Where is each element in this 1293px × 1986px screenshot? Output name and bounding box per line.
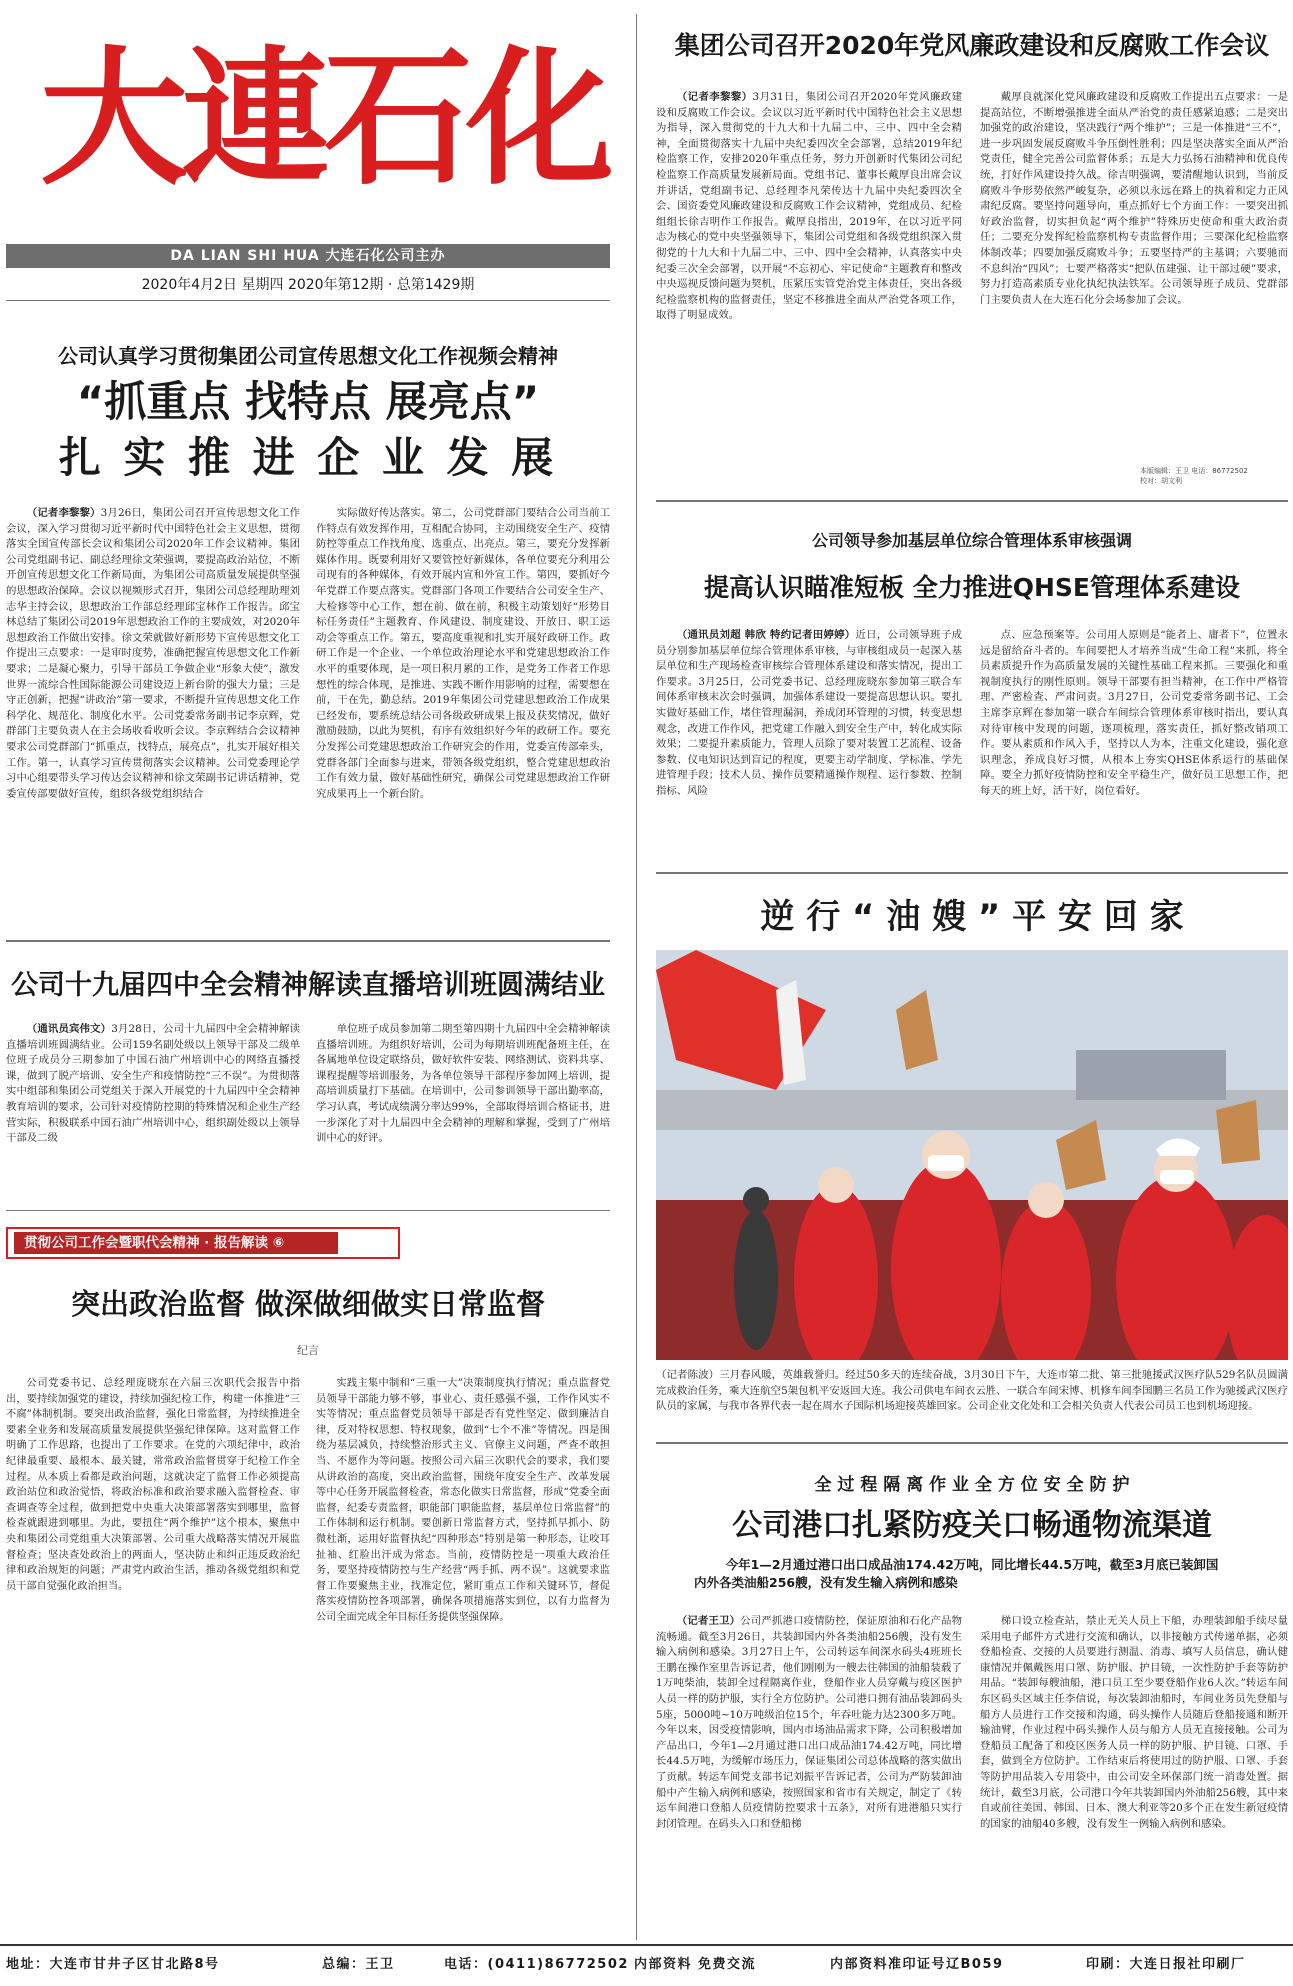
article7-subhead-2: 内外各类油船256艘，没有发生输入病例和感染 xyxy=(694,1575,958,1590)
article3-col2 xyxy=(316,1376,610,1928)
editor-note xyxy=(1140,466,1288,486)
article1-col2 xyxy=(316,506,610,918)
series-banner xyxy=(6,1227,400,1259)
article3-body-2: 实践主集中制和“三重一大”决策制度执行情况；重点监督党员领导干部能力够不够，事业心、责任感强不强，工作作风实不实等情况；重点监督党员领导干部是否有党性坚定、做到廉洁自律，反对特权思想、特权现象，做到“七个不准”等情况。四是围绕为基层减负，持续整治形式主义、官僚主义问题，严查不敢担当、不愿作为等问题。按照公司六届三次职代会的要求，我们要从讲政治的高度，突出政治监督，围绕年度安全生产、改革发展等中心任务开展监督检查，常态化做实日常监督，形成“党委全面监督，纪委专责监督，职能部门职能监督，基层单位日常监督”的工作体制和运行机制。要创新日常监督方式，坚持抓早抓小、防微杜渐，运用好监督执纪“四种形态”特别是第一种形态，让咬耳扯袖、红脸出汗成为常态。当前，疫情防控是一项重大政治任务，要坚持疫情防控与生产经营“两手抓、两不误”。这就要求监督工作要聚焦主业，找准定位，紧盯重点工作和关键环节，督促落实疫情防控各项部署，确保各项措施落实到位，以有力监督为公司全面完成全年目标任务提供坚强保障。 xyxy=(316,1378,610,1623)
article5-body-2: 点、应急预案等。公司用人原则是“能者上、庸者下”，位置永远是留给奋斗者的。车间要把人才培养当成“生命工程”来抓，将全员素质提升作为高质量发展的关键性基础工程来抓。三要强化和重视制度执行的刚性原则。领导干部要有担当精神，在工作中严格管理、严密检查、严肃问责。3月27日，公司党委常务副书记、工会主席李京辉在参加第一联合车间综合管理体系审核时指出，要认真对待审核中发现的问题，逐项梳理，落实责任，抓好整改销项工作。要从素质和作风入手，坚持以人为本，注重文化建设，强化意识理念，养成良好习惯，从根本上夯实QHSE体系运行的基础保障。要全力抓好疫情防控和安全平稳生产，做好员工思想工作，把每天的班上好，活干好，岗位看好。 xyxy=(980,629,1288,797)
welcome-home-photo-illustration xyxy=(656,950,1288,1360)
masthead-pinyin-bar: DA LIAN SHI HUA 大连石化公司主办 xyxy=(6,244,610,268)
article2-headline: 公司十九届四中全会精神解读直播培训班圆满结业 xyxy=(11,970,605,1001)
article3-author: 纪言 xyxy=(297,1344,319,1357)
article2-byline: （通讯员宾伟文） xyxy=(26,1023,112,1035)
photo-caption: （记者陈波）三月春风暖，英雄载誉归。经过50多天的连续奋战，3月30日下午，大连市第二批、第三批驰援武汉医疗队529名队员圆满完成救治任务，乘大连航空5架包机平安返回大连。我公司供电车间衣云胜、一联合车间宋博、机修车间李国鹏三名员工作为驰援武汉医疗队员的家属，与我市各界代表一起在周水子国际机场迎接英雄回家。公司企业文化处和工会相关负责人代表公司员工也到机场迎接。 xyxy=(656,1369,1288,1413)
article3-col1 xyxy=(6,1376,300,1928)
article4-body-1: 3月31日，集团公司召开2020年党风廉政建设和反腐败工作会议。会议以习近平新时代中国特色社会主义思想为指导，深入贯彻党的十九大和十九届二中、三中、四中全会精神，全面贯彻落实十九届中央纪委四次全会部署，总结2019年纪检监察工作，安排2020年重点任务，努力开创新时代集团公司纪检监察工作高质量发展新局面。党组书记、董事长戴厚良出席会议并讲话，党组副书记、总经理李凡荣传达十九届中央纪委四次全会、国资委党风廉政建设和反腐败工作会议精神，党组成员、纪检组组长徐吉明作工作报告。戴厚良指出，2019年，在以习近平同志为核心的党中央坚强领导下，集团公司党组和各级党组织深入贯彻党的十九大和十九届二中、三中、四中全会精神，认真落实中央纪委三次全会部署，以开展“不忘初心、牢记使命”主题教育和整改中央巡视反馈问题为契机，压紧压实管党治党主体责任，突出各级纪检监察机构的监督责任，坚定不移推进全面从严治党各项工作，取得了明显成效。 xyxy=(656,91,962,322)
article1-col1 xyxy=(6,506,300,918)
article1-body-1: 3月26日，集团公司召开宣传思想文化工作会议，深入学习贯彻习近平新时代中国特色社会主义思想，贯彻落实全国宣传部长会议和集团公司2020年工作会议精神。集团公司党组副书记、副总经理徐文荣强调，要提高政治站位，不断开创宣传思想文化工作新局面，为集团公司高质量发展提供坚强的思想政治保障。会议以视频形式召开，集团公司总经理助理刘志华主持会议，思想政治工作部总经理邱宝林作工作报告。邱宝林总结了集团公司2019年思想政治工作的主要成效，对2020年思想政治工作做出安排。徐文荣就做好新形势下宣传思想文化工作提出三点要求：一是审时度势，准确把握宣传思想文化工作新要求；二是凝心聚力，引导干部员工争做企业“形象大使”，激发世界一流综合性国际能源公司建设迈上新台阶的强大力量；三是守正创新，把握“讲政治”第一要求，不断提升宣传思想文化工作科学化、规范化、制度化水平。公司党委常务副书记李京辉，党群部门主要负责人在主会场收看收听会议。李京辉结合会议精神要求公司党群部门“抓重点，找特点，展亮点”，扎实开展好相关工作。第一，认真学习宣传贯彻落实会议精神。公司党委理论学习中心组要带头学习传达会议精神和徐文荣副书记讲话精神，党委宣传部要做好宣传，组织各级党组织结合 xyxy=(6,507,300,800)
article1-headline-line1: “抓重点 找特点 展亮点” xyxy=(76,377,540,426)
divider xyxy=(656,500,1288,502)
article3-body-1: 公司党委书记、总经理庞晓东在六届三次职代会报告中指出，要持续加强党的建设，持续加强纪检工作，构建一体推进“三不腐”体制机制。要突出政治监督，强化日常监督，为持续推进全要素全业务和发展高质量发展提供坚强纪律保障。这对监督工作明确了工作思路，也提出了工作要求。在党的六项纪律中，政治纪律最重要、最根本、最关键，常常政治监督贯穿于纪检工作全过程。从本质上看都是政治问题，这就决定了监督工作必须提高政治站位和政治觉悟，将政治标准和政治要求融入监督检查、审查调查等全过程，做到把党中央重大决策部署落实到哪里，监督检查就跟进到哪里。为此，要扭住“两个维护”这个根本，聚焦中央和集团公司党组重大决策部署、公司重大战略落实情况开展监督检查；坚决查处政治上的两面人，坚决防止和纠正违反政治纪律和政治规矩的问题；严肃党内政治生活，推动各级党组织和党员干部自觉强化政治担当。 xyxy=(6,1378,300,1592)
series-banner-label: 贯彻公司工作会暨职代会精神 · 报告解读 ⑥ xyxy=(14,1232,338,1254)
article7-body-1: 公司严抓港口疫情防控，保证原油和石化产品物流畅通。截至3月26日，共装卸国内外各类油船256艘，没有发生输入病例和感染。3月27日上午，公司转运车间深水码头4班班长王鹏在操作室里告诉记者，他们刚刚为一艘去往韩国的油船装载了1万吨柴油，装卸全过程隔离作业，登船作业人员穿戴与疫区医护人员一样的防护服，实行全方位防护。公司港口拥有油品装卸码头5座，5000吨~10万吨级泊位15个，年吞吐能力达2300多万吨。今年以来，因受疫情影响，国内市场油品需求下降，公司积极增加产品出口，今年1—2月通过港口出口成品油174.42万吨，同比增长44.5万吨，为缓解市场压力，保证集团公司总体战略的落实做出了贡献。转运车间党支部书记刘振平告诉记者，公司为严防装卸油船中产生输入病例和感染，按照国家和省市有关规定，制定了《转运车间港口登船人员疫情防控要求十五条》，对所有进港船只实行封闭管理。在码头入口和登船梯 xyxy=(656,1615,962,1830)
footer-rule xyxy=(0,1944,1293,1946)
footer-internal: 内部资料 免费交流 xyxy=(634,1957,757,1972)
article1-headline-line2: 扎 实 推 进 企 业 发 展 xyxy=(58,433,558,482)
article5-kicker: 公司领导参加基层单位综合管理体系审核强调 xyxy=(811,531,1132,550)
article7-kicker: 全 过 程 隔 离 作 业 全 方 位 安 全 防 护 xyxy=(814,1475,1130,1495)
article2-body-1: 3月28日，公司十九届四中全会精神解读直播培训班圆满结业。公司159名副处级以上领导干部及二级单位班子成员分三期参加了中国石油广州培训中心的网络直播授课，做到了脱产培训、安全生产和疫情防控“三不误”。为贯彻落实中组部和集团公司党组关于深入开展党的十九届四中全会精神教育培训的要求，公司针对疫情防控期的特殊情况和企业生产经营实际，积极联系中国石油广州培训中心，组织副处级以上领导干部及二级 xyxy=(6,1023,300,1145)
footer-phone: 电话：(0411)86772502 xyxy=(444,1957,629,1972)
column-divider xyxy=(636,14,637,1940)
article7-headline: 公司港口扎紧防疫关口畅通物流渠道 xyxy=(732,1508,1212,1543)
footer-address: 地址：大连市甘井子区甘北路8号 xyxy=(6,1957,220,1972)
article1-kicker: 公司认真学习贯彻集团公司宣传思想文化工作视频会精神 xyxy=(58,344,558,368)
article4-col1 xyxy=(656,90,962,482)
divider xyxy=(656,1442,1288,1444)
divider xyxy=(6,940,610,942)
footer-permit: 内部资料准印证号辽B059 xyxy=(830,1957,1004,1972)
article5-col2 xyxy=(980,628,1288,860)
article7-body-2: 梯口设立检查站，禁止无关人员上下船，办理装卸船手续尽量采用电子邮件方式进行交流和确认，以非接触方式传递单据，必须登船检查、交接的人员要进行测温、消毒、填写人员信息，确认健康情况并佩戴医用口罩、防护服、护目镜，一次性防护手套等防护用品。“装卸每艘油船，港口员工至少要登船作业6人次。”转运车间东区码头区域主任李信说，每次装卸油船时，车间业务员先登船与船方人员进行工作交接和沟通，码头操作人员随后登船接通和断开输油臂，作业过程中码头操作人员与船方人员无直接接触。公司为登船员工配备了和疫区医务人员一样的防护服、护目镜、口罩、手套，做到全方位防护。工作结束后将使用过的防护服、口罩、手套等防护用品装入专用袋中，由公司安全环保部门统一消毒处置。据统计，截至3月底，公司港口今年共装卸国内外油船256艘，其中来自或前往美国、韩国、日本、澳大利亚等20多个正在发生新冠疫情的国家的油船40多艘，没有发生一例输入病例和感染。 xyxy=(980,1615,1288,1830)
article5-body-1: 近日，公司领导班子成员分别参加基层单位综合管理体系审核，与审核组成员一起深入基层单位和生产现场检查审核综合管理体系建设和落实情况，提出工作要求。3月25日，公司党委书记、总经理庞晓东参加第三联合车间体系审核末次会时强调，加强体系建设一要提高思想认识。要扎实做好基础工作，堵住管理漏洞，养成闭环管理的习惯，转变思想观念，改进工作作风，把党建工作融入到安全生产中，转化成实际效果；二要提升素质能力，管理人员除了要对装置工艺流程、设备参数、仪电知识达到盲记的程度，更要主动学制度、学标准、学先进管理手段；技术人员、操作员要精通操作规程、运行参数、控制指标、风险 xyxy=(656,629,962,797)
editor-line: 本版编辑：王卫 电话：86772502 xyxy=(1140,467,1248,475)
article2-body-2: 单位班子成员参加第二期至第四期十九届四中全会精神解读直播培训班。为组织好培训，公司为每期培训班配备班主任，在各属地单位设定联络员，做好软件安装、网络测试、资料共享、课程提醒等培训服务，为各单位领导干部程序参加网上培训，提高培训质量打下基础。在培训中，公司参训领导干部出勤率高，学习认真，考试成绩满分率达99%，全部取得培训合格证书，进一步深化了对十九届四中全会精神的理解和掌握，受到了广州培训中心的好评。 xyxy=(316,1023,610,1145)
divider xyxy=(6,300,610,301)
article2-col2 xyxy=(316,1022,610,1190)
divider xyxy=(656,872,1288,874)
article1-byline: （记者李黎黎） xyxy=(26,507,101,519)
article3-headline: 突出政治监督 做深做细做实日常监督 xyxy=(70,1287,546,1321)
article6-headline: 逆 行 “ 油 嫂 ” 平 安 回 家 xyxy=(760,897,1184,937)
footer-printer: 印刷：大连日报社印刷厂 xyxy=(1086,1957,1246,1972)
article5-col1 xyxy=(656,628,962,860)
article4-byline: （记者李黎黎） xyxy=(676,91,753,103)
article5-byline: （通讯员刘超 韩欣 特约记者田婷婷） xyxy=(676,629,856,641)
article4-col2 xyxy=(980,90,1288,460)
article1-body-2: 实际做好传达落实。第二，公司党群部门要结合公司当前工作特点有效发挥作用，互相配合协同，主动围绕安全生产、疫情防控等重点工作找角度、选重点、出亮点。第三，要充分发挥新媒体作用。既要利用好又要管控好新媒体，各单位要充分利用公司现有的各种媒体，有效开展内宣和外宣工作。第四，要抓好今年党群工作要点落实。党群部门各项工作要结合公司安全生产、大检修等中心工作，想在前、做在前，积极主动策划好“形势目标任务责任”主题教育、作风建设、制度建设、开放日、职工运动会等重点工作。第五，要高度重视和扎实开展好政研工作。政研工作是一个企业、一个单位政治理论水平和党建思想政治工作水平的重要体现，是一项日积月累的工作，是党务工作者工作思想性的综合体现，是推进、实践不断作用影响的过程，需要想在前，干在先，勤总结。2019年集团公司党建思想政治工作成果已经发布，要系统总结公司各级政研成果上报及获奖情况，做好激励鼓励，以此为契机，有序有效组织好今年的政研工作。要充分发挥公司党建思想政治工作研究会的作用，党委宣传部牵头，党群各部门全面参与进来，带领各级党组织，整合党建思想政治工作有效力量，做好基础性研究，确保公司党建思想政治工作研究成果再上一个新台阶。 xyxy=(316,507,610,800)
article5-headline: 提高认识瞄准短板 全力推进QHSE管理体系建设 xyxy=(704,573,1240,602)
article7-byline: （记者王卫） xyxy=(676,1615,741,1627)
footer-chief-editor: 总编：王卫 xyxy=(322,1957,395,1972)
masthead-title: 大連石化 xyxy=(40,33,608,205)
article7-col1 xyxy=(656,1614,962,1934)
article2-col1 xyxy=(6,1022,300,1190)
article7-subhead-1: 今年1—2月通过港口出口成品油174.42万吨，同比增长44.5万吨，截至3月底已装卸国 xyxy=(725,1557,1219,1572)
welcome-home-photo xyxy=(656,950,1288,1360)
masthead-dateline: 2020年4月2日 星期四 2020年第12期 · 总第1429期 xyxy=(141,277,475,293)
footer xyxy=(0,1950,1293,1980)
article4-body-2: 戴厚良就深化党风廉政建设和反腐败工作提出五点要求：一是提高站位，不断增强推进全面从严治党的责任感紧迫感；二是突出加强党的政治建设，坚决践行“两个维护”；三是一体推进“三不”，进一步巩固发展反腐败斗争压倒性胜利；四是坚决落实全面从严治党责任，健全完善公司监督体系；五是大力弘扬石油精神和优良传统，打好作风建设持久战。徐吉明强调，要清醒地认识到，当前反腐败斗争形势依然严峻复杂，必须以永远在路上的执着和定力正风肃纪反腐。要坚持问题导向，重点抓好七个方面工作：一要突出抓好政治监督，切实担负起“两个维护”特殊历史使命和重大政治责任；二要充分发挥纪检监察机构专责监督作用；三要深化纪检监察体制改革；四要加强反腐败斗争；五要坚持严的主基调；六要驰而不息纠治“四风”；七要严格落实“把队伍建强、让干部过硬”要求，努力打造高素质专业化执纪执法铁军。公司领导班子成员、党群部门主要负责人在大连石化分会场参加了会议。 xyxy=(980,91,1288,306)
divider xyxy=(6,1210,610,1211)
article4-headline: 集团公司召开2020年党风廉政建设和反腐败工作会议 xyxy=(674,31,1270,60)
proofreader-line: 校对：胡文利 xyxy=(1140,477,1182,485)
article7-col2 xyxy=(980,1614,1288,1934)
